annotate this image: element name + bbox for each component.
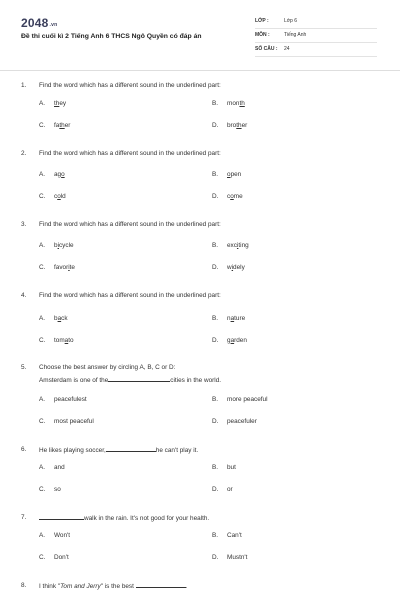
option-d[interactable]: D. brother <box>212 122 248 129</box>
question-number: 2. <box>21 150 27 157</box>
question-number: 3. <box>21 221 27 228</box>
question-number: 6. <box>21 446 27 453</box>
option-a[interactable]: A. Won't <box>39 532 71 539</box>
option-d[interactable]: D. peacefuler <box>212 418 257 425</box>
meta-subject-label: MÔN : <box>255 32 270 38</box>
option-c[interactable]: C. tomato <box>39 337 74 344</box>
page-header <box>0 0 400 62</box>
exam-title: Đề thi cuối kì 2 Tiếng Anh 6 THCS Ngô Quyền có đáp án <box>21 33 202 40</box>
meta-divider <box>255 42 377 43</box>
option-d[interactable]: D. come <box>212 193 243 200</box>
option-c[interactable]: C. so <box>39 486 61 493</box>
option-b[interactable]: B. month <box>212 100 245 107</box>
option-a[interactable]: A. peacefulest <box>39 396 87 403</box>
question-text: Find the word which has a different sound in the underlined part: <box>39 221 221 228</box>
meta-count <box>255 46 290 52</box>
answer-blank[interactable] <box>108 376 170 382</box>
option-c[interactable]: C. favorite <box>39 264 75 271</box>
answer-blank[interactable] <box>136 582 186 588</box>
meta-divider <box>255 28 377 29</box>
option-c[interactable]: C. cold <box>39 193 66 200</box>
option-a[interactable]: A. they <box>39 100 67 107</box>
option-b[interactable]: B. nature <box>212 315 246 322</box>
option-b[interactable]: B. more peaceful <box>212 396 268 403</box>
site-logo[interactable] <box>21 16 57 30</box>
meta-class <box>255 18 297 24</box>
question-text: Find the word which has a different sound in the underlined part: <box>39 150 221 157</box>
question-text: Find the word which has a different sound in the underlined part: <box>39 82 221 89</box>
question-sentence: Amsterdam is one of the cities in the world. <box>39 377 222 384</box>
option-a[interactable]: A. and <box>39 464 65 471</box>
option-a[interactable]: A. ago <box>39 171 65 178</box>
option-a[interactable]: A. back <box>39 315 68 322</box>
question-number: 5. <box>21 364 27 371</box>
option-b[interactable]: B. open <box>212 171 242 178</box>
meta-divider <box>255 56 377 57</box>
answer-blank[interactable] <box>39 514 84 520</box>
option-c[interactable]: C. Don't <box>39 554 69 561</box>
option-a[interactable]: A. bicycle <box>39 242 74 249</box>
option-c[interactable]: C. most peaceful <box>39 418 94 425</box>
question-number: 4. <box>21 292 27 299</box>
logo-suffix: .vn <box>49 22 58 28</box>
meta-count-value: 24 <box>284 46 290 52</box>
option-b[interactable]: B. but <box>212 464 236 471</box>
question-number: 7. <box>21 514 27 521</box>
question-number: 1. <box>21 82 27 89</box>
meta-subject <box>255 32 306 38</box>
question-text: He likes playing soccer, he can't play it. <box>39 447 199 454</box>
logo-text: 2048 <box>21 16 49 30</box>
question-number: 8. <box>21 582 27 589</box>
option-d[interactable]: D. Mustn't <box>212 554 248 561</box>
question-text: Choose the best answer by circling A, B, C or D: <box>39 364 176 371</box>
option-c[interactable]: C. father <box>39 122 71 129</box>
meta-subject-value: Tiếng Anh <box>284 32 307 38</box>
meta-class-label: LỚP : <box>255 18 269 24</box>
question-text: walk in the rain. It's not good for your health. <box>39 514 209 522</box>
option-d[interactable]: D. widely <box>212 264 245 271</box>
option-d[interactable]: D. garden <box>212 337 247 344</box>
header-divider <box>0 70 400 71</box>
meta-class-value: Lớp 6 <box>284 18 298 24</box>
option-b[interactable]: B. exciting <box>212 242 249 249</box>
question-text: I think "Tom and Jerry" is the best . <box>39 583 188 590</box>
option-d[interactable]: D. or <box>212 486 233 493</box>
option-b[interactable]: B. Can't <box>212 532 242 539</box>
answer-blank[interactable] <box>106 446 156 452</box>
meta-count-label: SỐ CÂU : <box>255 46 278 52</box>
question-text: Find the word which has a different sound in the underlined part: <box>39 292 221 299</box>
